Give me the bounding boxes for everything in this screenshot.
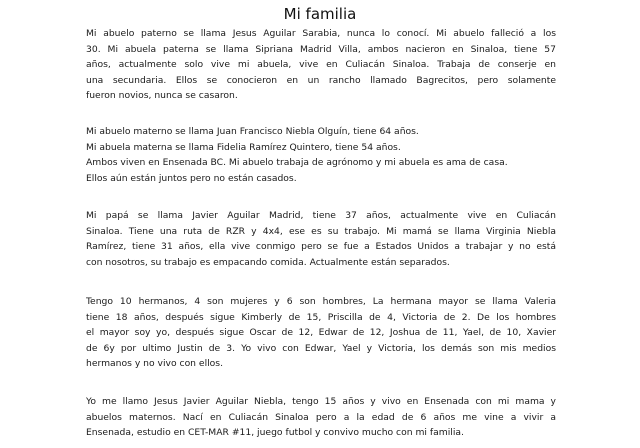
text-line: Mi abuela materna se llama Fidelia Ramírez Quintero, tiene 54 años.: [86, 141, 401, 153]
text-line: Mi papá se llama Javier Aguilar Madrid, tiene 37 años, actualmente vive en Culiacán: [86, 210, 556, 221]
paragraph-paternal-grandparents: [86, 26, 556, 104]
text-line: abuelos maternos. Nací en Culiacán Sinaloa pero a la edad de 6 años me vine a vivir a: [86, 411, 556, 423]
text-line: Sinaloa. Tiene una ruta de RZR y 4x4, ese es su trabajo. Mi mamá se llama Virginia Niebla: [86, 225, 556, 237]
text-line: Tengo 10 hermanos, 4 son mujeres y 6 son hombres, La hermana mayor se llama Valeria: [86, 296, 556, 307]
text-line: Yo me llamo Jesus Javier Aguilar Niebla, tengo 15 años y vivo en Ensenada con mi mama y: [86, 396, 556, 407]
text-line: Mi abuelo materno se llama Juan Francisco Niebla Olguín, tiene 64 años.: [86, 126, 419, 137]
text-line: Ramírez, tiene 31 años, ella vive conmigo pero se fue a Estados Unidos a trabajar y no está: [86, 241, 556, 253]
paragraph-maternal-grandparents: [86, 124, 556, 186]
text-line: el mayor soy yo, después sigue Oscar de 12, Edwar de 12, Joshua de 11, Yael, de 10, Xavier: [86, 327, 556, 339]
page-title: Mi familia: [283, 5, 357, 23]
text-line: fueron novios, nunca se casaron.: [86, 90, 238, 102]
paragraph-siblings: [86, 294, 556, 372]
text-line: tiene 18 años, después sigue Kimberly de 15, Priscilla de 4, Victoria de 2. De los hombres: [86, 311, 556, 323]
text-line: Mi abuelo paterno se llama Jesus Aguilar Sarabia, nunca lo conocí. Mi abuelo falleció a los: [86, 28, 556, 39]
paragraph-about-me: [86, 394, 556, 441]
text-line: hermanos y no vivo con ellos.: [86, 358, 224, 370]
text-line: con nosotros, su trabajo es empacando comida. Actualmente están separados.: [86, 256, 450, 268]
paragraph-parents: [86, 208, 556, 270]
text-line: Ellos aún están juntos pero no están casados.: [86, 172, 297, 184]
text-line: Ambos viven en Ensenada BC. Mi abuelo trabaja de agrónomo y mi abuela es ama de casa.: [86, 157, 508, 169]
text-line: años, actualmente solo vive mi abuela, vive en Culiacán Sinaloa. Trabaja de conserje en: [86, 59, 556, 71]
text-line: una secundaria. Ellos se conocieron en un rancho llamado Bagrecitos, pero solamente: [86, 74, 556, 86]
text-line: de 6y por ultimo Justin de 3. Yo vivo con Edwar, Yael y Victoria, los demás son mis medios: [86, 342, 556, 354]
text-line: 30. Mi abuela paterna se llama Sipriana Madrid Villa, ambos nacieron en Sinaloa, tiene 57: [86, 43, 556, 55]
text-line: Ensenada, estudio en CET-MAR #11, juego futbol y convivo mucho con mi familia.: [86, 427, 464, 439]
